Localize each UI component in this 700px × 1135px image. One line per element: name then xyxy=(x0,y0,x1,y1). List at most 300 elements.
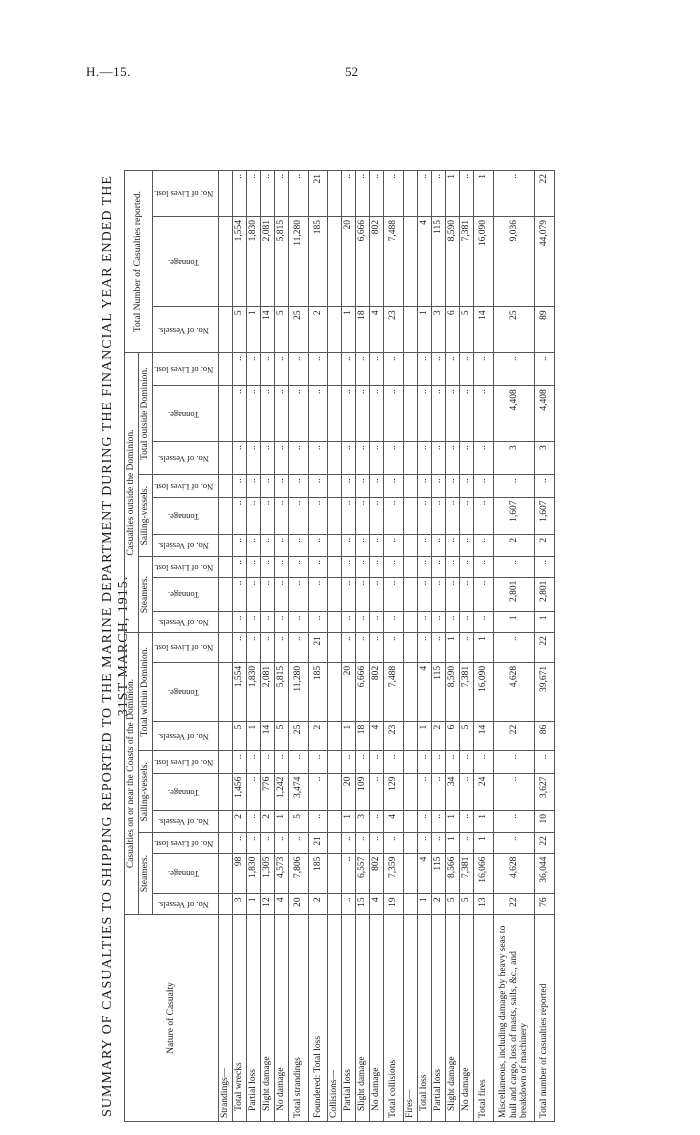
table-cell xyxy=(404,497,418,534)
table-cell: .. xyxy=(342,612,356,633)
row-label: Partial loss xyxy=(246,915,260,1122)
table-cell xyxy=(328,810,342,832)
table-cell: .. xyxy=(232,442,246,475)
table-cell: .. xyxy=(246,556,260,577)
table-cell: 23 xyxy=(384,721,404,751)
table-cell: 7,381 xyxy=(459,853,473,894)
col-vessels xyxy=(152,894,218,915)
table-cell: .. xyxy=(274,751,288,773)
table-cell: 1,607 xyxy=(493,497,535,534)
table-cell: .. xyxy=(274,534,288,556)
table-cell: .. xyxy=(308,612,328,633)
col-steamers-outside: Steamers. xyxy=(138,556,152,632)
table-cell: 22 xyxy=(535,171,555,217)
table-cell: .. xyxy=(274,353,288,386)
row-label: Strandings— xyxy=(219,915,233,1122)
table-cell: 7,381 xyxy=(459,662,473,721)
table-cell: 20 xyxy=(342,773,356,810)
table-cell: .. xyxy=(308,556,328,577)
table-cell: .. xyxy=(232,353,246,386)
table-cell: .. xyxy=(384,475,404,497)
table-cell: 23 xyxy=(384,307,404,353)
col-tonnage xyxy=(152,773,218,810)
table-cell xyxy=(328,833,342,854)
col-tonnage-label: Tonnage. xyxy=(167,869,200,880)
col-lives xyxy=(152,633,218,663)
table-cell: 6,557 xyxy=(356,853,370,894)
table-cell: .. xyxy=(431,386,445,442)
table-cell: 1 xyxy=(246,307,260,353)
col-tonnage xyxy=(152,386,218,442)
table-cell: .. xyxy=(384,612,404,633)
table-cell: .. xyxy=(246,353,260,386)
table-cell: 22 xyxy=(535,833,555,854)
table-cell: .. xyxy=(431,633,445,663)
table-cell: .. xyxy=(473,442,493,475)
table-cell: .. xyxy=(418,442,432,475)
table-cell xyxy=(219,307,233,353)
table-cell xyxy=(219,662,233,721)
table-cell: .. xyxy=(308,475,328,497)
table-cell: 4,408 xyxy=(535,386,555,442)
table-cell: 3 xyxy=(493,442,535,475)
table-cell: .. xyxy=(431,497,445,534)
table-cell: 1 xyxy=(246,894,260,915)
table-cell: 1 xyxy=(445,171,459,217)
table-cell: .. xyxy=(493,556,535,577)
table-cell: .. xyxy=(370,353,384,386)
row-label: Collisions— xyxy=(328,915,342,1122)
table-cell: .. xyxy=(473,612,493,633)
table-cell xyxy=(328,216,342,306)
table-cell: 21 xyxy=(308,833,328,854)
col-tonnage-label: Tonnage. xyxy=(167,409,200,420)
table-cell xyxy=(404,751,418,773)
table-cell: .. xyxy=(431,475,445,497)
table-cell: .. xyxy=(246,612,260,633)
table-cell: .. xyxy=(260,497,274,534)
table-cell xyxy=(328,353,342,386)
table-cell: .. xyxy=(274,386,288,442)
table-cell xyxy=(404,442,418,475)
table-cell: .. xyxy=(260,353,274,386)
table-cell: 5 xyxy=(445,894,459,915)
table-cell: .. xyxy=(342,534,356,556)
table-cell: .. xyxy=(418,810,432,832)
table-cell: .. xyxy=(370,386,384,442)
table-cell xyxy=(404,386,418,442)
table-cell: .. xyxy=(535,353,555,386)
table-cell: .. xyxy=(342,833,356,854)
col-group-total-number: Total Number of Casualties reported. xyxy=(125,171,153,353)
table-cell: .. xyxy=(445,475,459,497)
col-lives-label: No. of Lives lost. xyxy=(153,365,214,376)
table-cell: .. xyxy=(308,773,328,810)
table-cell: .. xyxy=(246,386,260,442)
table-cell: .. xyxy=(445,612,459,633)
col-vessels xyxy=(152,612,218,633)
col-vessels xyxy=(152,534,218,556)
table-cell: .. xyxy=(288,497,308,534)
table-cell: 14 xyxy=(473,307,493,353)
table-cell: .. xyxy=(370,497,384,534)
table-cell: .. xyxy=(246,810,260,832)
table-cell: 7,488 xyxy=(384,662,404,721)
table-cell: .. xyxy=(384,534,404,556)
col-lives-label: No. of Lives lost. xyxy=(153,562,214,573)
table-cell: .. xyxy=(418,353,432,386)
table-cell: .. xyxy=(308,534,328,556)
col-tonnage-label: Tonnage. xyxy=(167,590,200,601)
table-cell: 1,456 xyxy=(232,773,246,810)
table-cell: 21 xyxy=(308,633,328,663)
row-label: Slight damage xyxy=(356,915,370,1122)
table-cell: .. xyxy=(342,633,356,663)
table-cell xyxy=(328,853,342,894)
table-cell xyxy=(328,534,342,556)
table-row xyxy=(342,171,356,1122)
row-label: Total strandings xyxy=(288,915,308,1122)
table-cell: 802 xyxy=(370,216,384,306)
table-cell: .. xyxy=(473,751,493,773)
col-vessels-label: No. of Vessels. xyxy=(158,454,209,465)
table-cell xyxy=(219,216,233,306)
col-tonnage-label: Tonnage. xyxy=(167,687,200,698)
table-cell: 16,066 xyxy=(473,853,493,894)
table-cell: .. xyxy=(342,353,356,386)
table-cell: 1,554 xyxy=(232,216,246,306)
table-cell: 22 xyxy=(493,894,535,915)
table-row xyxy=(404,171,418,1122)
table-cell xyxy=(328,612,342,633)
table-cell: .. xyxy=(493,810,535,832)
col-lives-label: No. of Lives lost. xyxy=(153,838,214,849)
table-cell: .. xyxy=(232,534,246,556)
table-cell: 2,801 xyxy=(535,577,555,612)
col-vessels-label: No. of Vessels. xyxy=(158,731,209,742)
table-row xyxy=(274,171,288,1122)
table-cell xyxy=(404,633,418,663)
table-cell: .. xyxy=(356,534,370,556)
table-cell: .. xyxy=(459,833,473,854)
table-cell xyxy=(404,894,418,915)
table-cell: .. xyxy=(384,442,404,475)
table-cell: 9,036 xyxy=(493,216,535,306)
table-cell: 24 xyxy=(473,773,493,810)
table-cell xyxy=(328,307,342,353)
table-cell: .. xyxy=(246,577,260,612)
table-cell: 3,474 xyxy=(288,773,308,810)
table-cell: .. xyxy=(246,171,260,217)
table-cell: .. xyxy=(274,171,288,217)
col-group-near-coasts: Casualties on or near the Coasts of the Dominion. xyxy=(125,633,139,915)
table-cell: 5 xyxy=(459,894,473,915)
table-cell: .. xyxy=(274,612,288,633)
col-lives xyxy=(152,751,218,773)
table-cell: .. xyxy=(274,633,288,663)
table-cell: .. xyxy=(384,353,404,386)
table-cell: .. xyxy=(274,833,288,854)
table-cell: .. xyxy=(342,171,356,217)
table-cell xyxy=(404,353,418,386)
table-cell: .. xyxy=(342,853,356,894)
table-cell xyxy=(328,386,342,442)
page-number: 52 xyxy=(345,64,358,79)
table-cell: .. xyxy=(418,534,432,556)
table-cell: .. xyxy=(288,556,308,577)
table-cell: .. xyxy=(384,497,404,534)
table-cell: 5 xyxy=(232,307,246,353)
table-cell: 1 xyxy=(246,721,260,751)
table-cell: 1 xyxy=(342,307,356,353)
table-cell: .. xyxy=(356,751,370,773)
table-cell: 7,806 xyxy=(288,853,308,894)
table-cell: 2 xyxy=(431,894,445,915)
table-cell: .. xyxy=(431,171,445,217)
table-cell: 7,381 xyxy=(459,216,473,306)
table-cell: .. xyxy=(288,833,308,854)
table-cell: 13 xyxy=(473,894,493,915)
table-cell: 1 xyxy=(445,810,459,832)
table-cell: 115 xyxy=(431,853,445,894)
table-cell: 3 xyxy=(356,810,370,832)
table-cell: 21 xyxy=(308,171,328,217)
table-cell: .. xyxy=(232,556,246,577)
col-lives xyxy=(152,833,218,854)
table-cell: 20 xyxy=(288,894,308,915)
table-cell: 20 xyxy=(342,662,356,721)
table-cell: 36,044 xyxy=(535,853,555,894)
table-row xyxy=(260,171,274,1122)
table-cell: .. xyxy=(493,353,535,386)
table-cell: .. xyxy=(274,497,288,534)
table-cell: .. xyxy=(288,475,308,497)
casualty-summary-table xyxy=(124,170,555,1122)
table-cell: .. xyxy=(418,556,432,577)
table-cell: .. xyxy=(370,475,384,497)
table-cell xyxy=(404,216,418,306)
table-cell: .. xyxy=(370,751,384,773)
table-cell: .. xyxy=(459,633,473,663)
table-cell: 129 xyxy=(384,773,404,810)
table-cell: .. xyxy=(246,497,260,534)
table-cell: .. xyxy=(356,633,370,663)
table-cell: .. xyxy=(274,577,288,612)
table-cell xyxy=(219,577,233,612)
col-steamers-near: Steamers. xyxy=(138,833,152,915)
table-row xyxy=(232,171,246,1122)
table-cell: .. xyxy=(493,833,535,854)
table-cell: .. xyxy=(445,353,459,386)
table-cell: 5 xyxy=(274,721,288,751)
table-cell: .. xyxy=(445,386,459,442)
table-cell: 6 xyxy=(445,307,459,353)
table-cell: .. xyxy=(342,475,356,497)
table-cell: .. xyxy=(418,751,432,773)
table-cell: .. xyxy=(260,475,274,497)
table-cell: .. xyxy=(535,475,555,497)
table-cell: .. xyxy=(232,577,246,612)
table-cell: 5 xyxy=(288,810,308,832)
table-cell xyxy=(328,577,342,612)
table-cell: 76 xyxy=(535,894,555,915)
table-cell: .. xyxy=(473,534,493,556)
table-cell: 5 xyxy=(459,307,473,353)
table-cell: .. xyxy=(260,751,274,773)
table-cell: .. xyxy=(308,497,328,534)
page-header-code: H.—15. xyxy=(86,64,131,79)
table-cell: 6,666 xyxy=(356,216,370,306)
table-cell: .. xyxy=(384,556,404,577)
table-cell: 7,359 xyxy=(384,853,404,894)
table-cell: 1,830 xyxy=(246,662,260,721)
table-cell: 16,090 xyxy=(473,662,493,721)
table-cell: .. xyxy=(356,577,370,612)
table-cell xyxy=(328,497,342,534)
table-cell: 1,607 xyxy=(535,497,555,534)
table-cell: .. xyxy=(342,386,356,442)
table-cell: 22 xyxy=(535,633,555,663)
table-cell: 802 xyxy=(370,853,384,894)
row-label: Miscellaneous, including damage by heavy seas to hull and cargo, loss of masts, sails, &c., and breakdown of machinery xyxy=(493,915,535,1122)
table-cell: 6,666 xyxy=(356,662,370,721)
table-cell: .. xyxy=(342,442,356,475)
table-cell: .. xyxy=(246,751,260,773)
table-cell: .. xyxy=(384,577,404,612)
table-cell: .. xyxy=(459,810,473,832)
table-row xyxy=(445,171,459,1122)
table-cell xyxy=(219,386,233,442)
table-cell xyxy=(404,853,418,894)
table-cell: 39,671 xyxy=(535,662,555,721)
table-row xyxy=(473,171,493,1122)
table-cell: .. xyxy=(418,773,432,810)
table-cell xyxy=(328,556,342,577)
table-cell: .. xyxy=(418,577,432,612)
table-cell: .. xyxy=(356,442,370,475)
table-row xyxy=(535,171,555,1122)
col-sailing-near: Sailing-vessels. xyxy=(138,751,152,833)
table-cell: 1,305 xyxy=(260,853,274,894)
table-cell: 1 xyxy=(473,171,493,217)
col-lives xyxy=(152,475,218,497)
table-cell: 16,090 xyxy=(473,216,493,306)
table-cell: .. xyxy=(459,442,473,475)
table-cell: .. xyxy=(356,386,370,442)
table-cell: 4,628 xyxy=(493,853,535,894)
table-cell xyxy=(219,751,233,773)
table-cell: .. xyxy=(459,612,473,633)
table-cell: .. xyxy=(459,577,473,612)
col-nature: Nature of Casualty xyxy=(125,915,219,1122)
table-cell: .. xyxy=(431,577,445,612)
table-cell xyxy=(219,442,233,475)
table-cell xyxy=(404,534,418,556)
table-cell: .. xyxy=(260,633,274,663)
table-cell: .. xyxy=(370,577,384,612)
table-cell: .. xyxy=(246,475,260,497)
table-cell: 14 xyxy=(260,721,274,751)
table-cell: .. xyxy=(342,497,356,534)
row-label: Total fires xyxy=(473,915,493,1122)
table-cell xyxy=(404,307,418,353)
table-cell: .. xyxy=(356,171,370,217)
table-cell: .. xyxy=(431,442,445,475)
table-cell: 1 xyxy=(493,612,535,633)
row-label: Fires— xyxy=(404,915,418,1122)
table-body xyxy=(219,171,555,1122)
table-cell: .. xyxy=(356,556,370,577)
table-cell: .. xyxy=(473,497,493,534)
col-lives-label: No. of Lives lost. xyxy=(153,643,214,654)
table-cell: .. xyxy=(384,171,404,217)
table-cell: 6 xyxy=(445,721,459,751)
table-cell: .. xyxy=(274,475,288,497)
table-cell: 2,801 xyxy=(493,577,535,612)
table-cell xyxy=(219,773,233,810)
table-cell: .. xyxy=(370,556,384,577)
table-cell: .. xyxy=(260,386,274,442)
table-cell xyxy=(219,612,233,633)
table-cell: .. xyxy=(232,751,246,773)
table-cell: 1 xyxy=(274,810,288,832)
table-cell: 109 xyxy=(356,773,370,810)
table-cell: .. xyxy=(356,497,370,534)
table-cell: .. xyxy=(445,556,459,577)
col-total-outside: Total outside Dominion. xyxy=(138,353,152,475)
table-cell xyxy=(404,556,418,577)
table-cell: 3 xyxy=(535,442,555,475)
table-cell: .. xyxy=(288,171,308,217)
table-cell: .. xyxy=(260,534,274,556)
table-cell: .. xyxy=(356,353,370,386)
table-cell: .. xyxy=(431,751,445,773)
table-cell: 5 xyxy=(274,307,288,353)
table-cell: 11,280 xyxy=(288,662,308,721)
table-cell: .. xyxy=(535,751,555,773)
col-tonnage-label: Tonnage. xyxy=(167,787,200,798)
table-cell: .. xyxy=(342,751,356,773)
table-cell xyxy=(404,810,418,832)
table-cell: .. xyxy=(418,833,432,854)
row-label: Partial loss xyxy=(431,915,445,1122)
table-cell xyxy=(219,353,233,386)
table-cell: 20 xyxy=(342,216,356,306)
rotated-table-block xyxy=(100,170,620,1122)
table-cell: .. xyxy=(445,534,459,556)
row-label: No damage xyxy=(459,915,473,1122)
col-tonnage xyxy=(152,662,218,721)
table-cell: 25 xyxy=(288,307,308,353)
row-label: No damage xyxy=(370,915,384,1122)
table-cell xyxy=(328,721,342,751)
table-cell: 12 xyxy=(260,894,274,915)
col-vessels xyxy=(152,721,218,751)
table-cell: 14 xyxy=(473,721,493,751)
table-cell xyxy=(328,773,342,810)
table-cell: 185 xyxy=(308,662,328,721)
table-cell: .. xyxy=(260,171,274,217)
row-label: Total number of casualties reported xyxy=(535,915,555,1122)
table-cell: 34 xyxy=(445,773,459,810)
table-cell xyxy=(219,894,233,915)
table-cell: 98 xyxy=(232,853,246,894)
table-cell: 4 xyxy=(418,216,432,306)
table-cell: .. xyxy=(342,577,356,612)
table-cell: 1 xyxy=(342,721,356,751)
table-cell: .. xyxy=(370,810,384,832)
table-cell: .. xyxy=(473,577,493,612)
